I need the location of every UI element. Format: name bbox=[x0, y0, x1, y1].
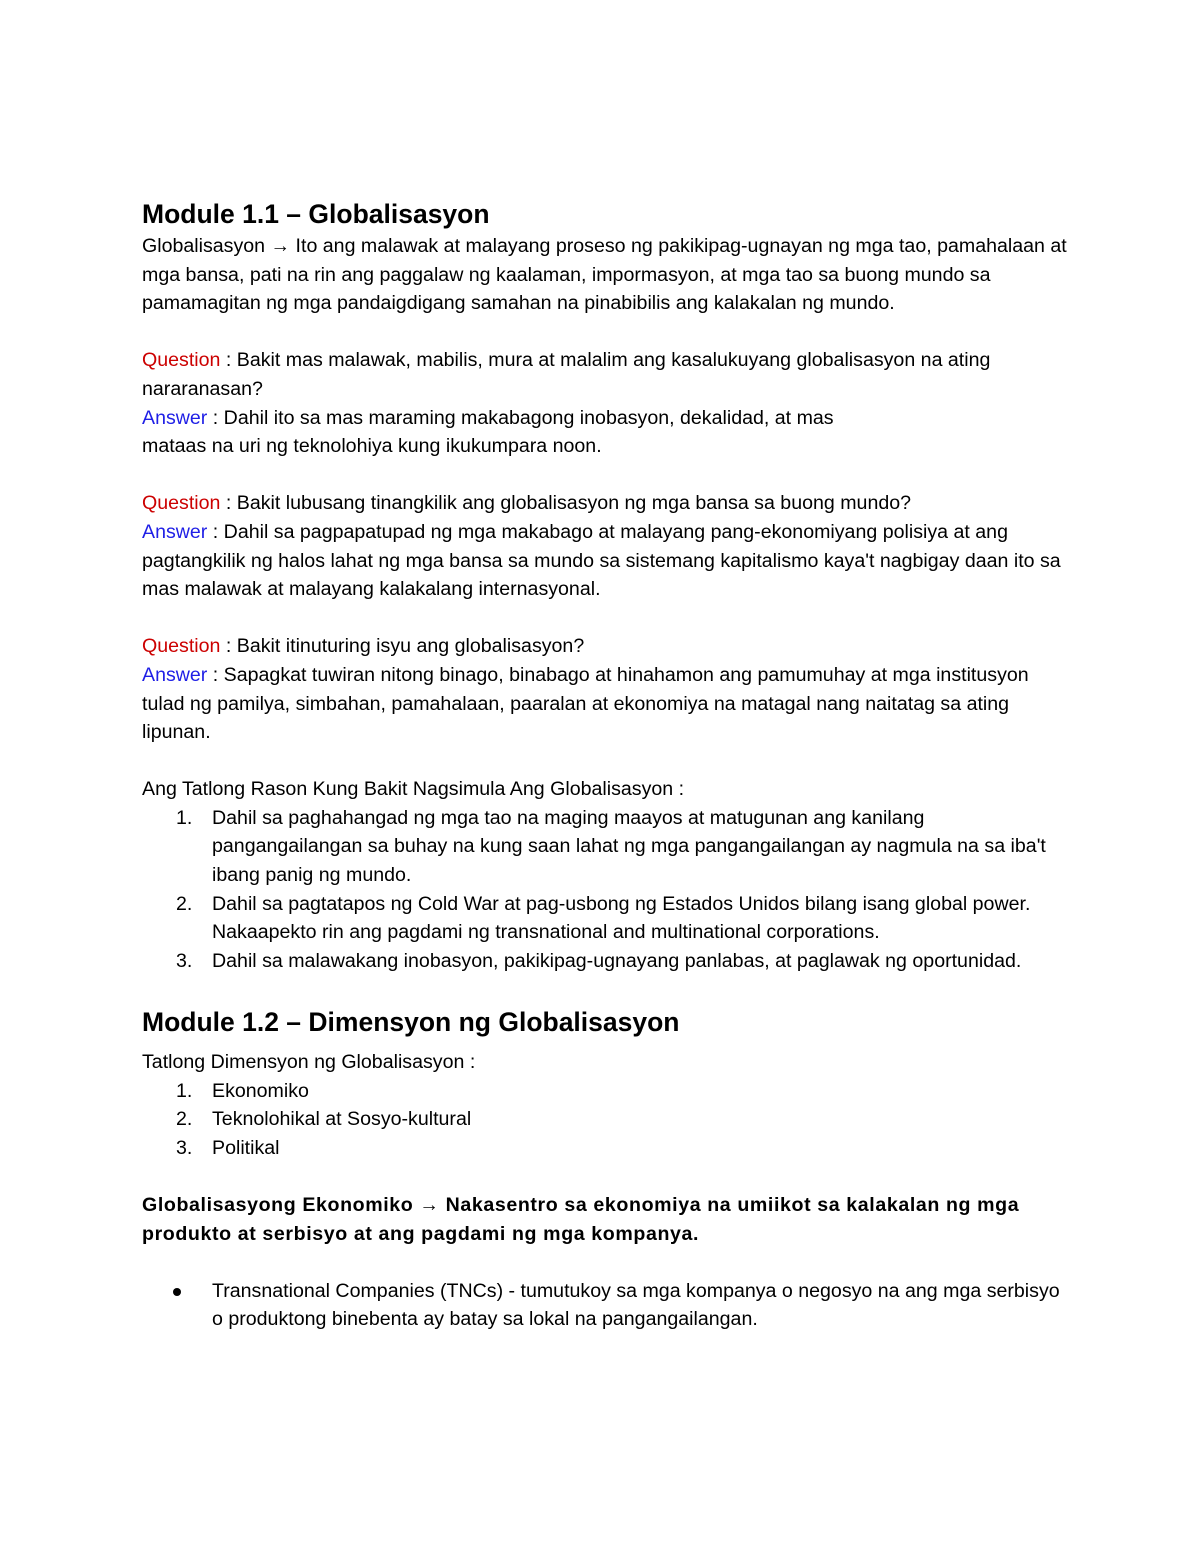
document-page bbox=[142, 196, 1072, 1334]
question-label: Question bbox=[142, 349, 221, 372]
question-label: Question bbox=[142, 635, 221, 658]
module-1-heading: Module 1.1 – Globalisasyon bbox=[142, 199, 490, 229]
spacer bbox=[142, 1248, 1072, 1277]
spacer bbox=[142, 318, 1072, 347]
list-number: 3. bbox=[176, 1136, 193, 1159]
dimensions-list bbox=[142, 1077, 1072, 1163]
list-item-text: Dahil sa paghahangad ng mga tao na maging maayos at matugunan ang kanilang pangangailangan sa buhay na kung saan lahat ng mga pangangailangan ay nagmula na sa iba't ibang panig ng mundo. bbox=[212, 806, 1046, 887]
list-item bbox=[142, 1077, 1072, 1106]
list-number: 1. bbox=[176, 806, 193, 829]
answer-text: : Dahil ito sa mas maraming makabagong inobasyon, dekalidad, at mas bbox=[207, 406, 834, 429]
question-label: Question bbox=[142, 492, 221, 515]
question-1 bbox=[142, 346, 1072, 403]
answer-text: : Sapagkat tuwiran nitong binago, binabago at hinahamon ang pamumuhay at mga institusyon tulad ng pamilya, simbahan, pamahalaan, paaralan at ekonomiya na matagal nang naitatag sa ating lipunan. bbox=[142, 663, 1029, 744]
spacer bbox=[142, 1162, 1072, 1191]
answer-label: Answer bbox=[142, 520, 208, 543]
list-item-text: Teknolohikal at Sosyo-kultural bbox=[212, 1108, 472, 1131]
spacer bbox=[142, 975, 1072, 1004]
list-number: 2. bbox=[176, 892, 193, 915]
spacer bbox=[142, 604, 1072, 633]
list-item bbox=[142, 1105, 1072, 1134]
dimensions-intro: Tatlong Dimensyon ng Globalisasyon : bbox=[142, 1051, 476, 1074]
module-2-heading: Module 1.2 – Dimensyon ng Globalisasyon bbox=[142, 1007, 680, 1038]
answer-label: Answer bbox=[142, 406, 208, 429]
answer-text: : Dahil sa pagpapatupad ng mga makabago at malayang pang-ekonomiyang polisiya at ang pagtangkilik ng halos lahat ng mga bansa sa mundo sa sistemang kapitalismo kaya't nagbigay daan ito sa mas malawak at malayang kalakalang internasyonal. bbox=[142, 520, 1061, 601]
bullet-icon bbox=[173, 1288, 181, 1296]
list-item bbox=[142, 947, 1072, 976]
answer-2 bbox=[142, 518, 1072, 604]
list-item-text: Dahil sa malawakang inobasyon, pakikipag-ugnayang panlabas, at paglawak ng oportunidad. bbox=[212, 949, 1022, 972]
spacer bbox=[142, 461, 1072, 490]
question-text: : Bakit mas malawak, mabilis, mura at malalim ang kasalukuyang globalisasyon na ating nararanasan? bbox=[142, 349, 991, 400]
answer-label: Answer bbox=[142, 663, 208, 686]
list-item bbox=[142, 1134, 1072, 1163]
bullet-list bbox=[142, 1277, 1072, 1334]
list-item-text: Dahil sa pagtatapos ng Cold War at pag-usbong ng Estados Unidos bilang isang global power. Nakaapekto rin ang pagdami ng transnational and multinational corporations. bbox=[212, 892, 1031, 944]
answer-3 bbox=[142, 661, 1072, 747]
answer-1-line-2: mataas na uri ng teknolohiya kung ikukumpara noon. bbox=[142, 435, 602, 458]
reasons-list bbox=[142, 804, 1072, 976]
question-2 bbox=[142, 489, 1072, 518]
list-item-text: Ekonomiko bbox=[212, 1079, 309, 1102]
list-item-text: Transnational Companies (TNCs) - tumutukoy sa mga kompanya o negosyo na ang mga serbisyo o produktong binebenta ay batay sa lokal na pangangailangan. bbox=[212, 1279, 1060, 1331]
ekonomiko-definition: Globalisasyong Ekonomiko → Nakasentro sa ekonomiya na umiikot sa kalakalan ng mga produkto at serbisyo at ang pagdami ng mga kompanya. bbox=[142, 1194, 1020, 1245]
list-item bbox=[142, 1277, 1072, 1334]
list-number: 1. bbox=[176, 1079, 193, 1102]
list-item bbox=[142, 890, 1072, 947]
list-item-text: Politikal bbox=[212, 1136, 280, 1159]
spacer bbox=[142, 747, 1072, 776]
answer-1 bbox=[142, 404, 1072, 433]
list-item bbox=[142, 804, 1072, 890]
question-text: : Bakit lubusang tinangkilik ang globalisasyon ng mga bansa sa buong mundo? bbox=[220, 492, 912, 515]
question-text: : Bakit itinuturing isyu ang globalisasyon? bbox=[220, 635, 585, 658]
question-3 bbox=[142, 632, 1072, 661]
reasons-intro: Ang Tatlong Rason Kung Bakit Nagsimula Ang Globalisasyon : bbox=[142, 778, 685, 801]
list-number: 3. bbox=[176, 949, 193, 972]
list-number: 2. bbox=[176, 1108, 193, 1131]
globalisasyon-definition: Globalisasyon → Ito ang malawak at malayang proseso ng pakikipag-ugnayan ng mga tao, pamahalaan at mga bansa, pati na rin ang paggalaw ng kaalaman, impormasyon, at mga tao sa buong mundo sa pamamagitan ng mga pandaigdigang samahan na pinabibilis ang kalakalan ng mundo. bbox=[142, 235, 1067, 315]
